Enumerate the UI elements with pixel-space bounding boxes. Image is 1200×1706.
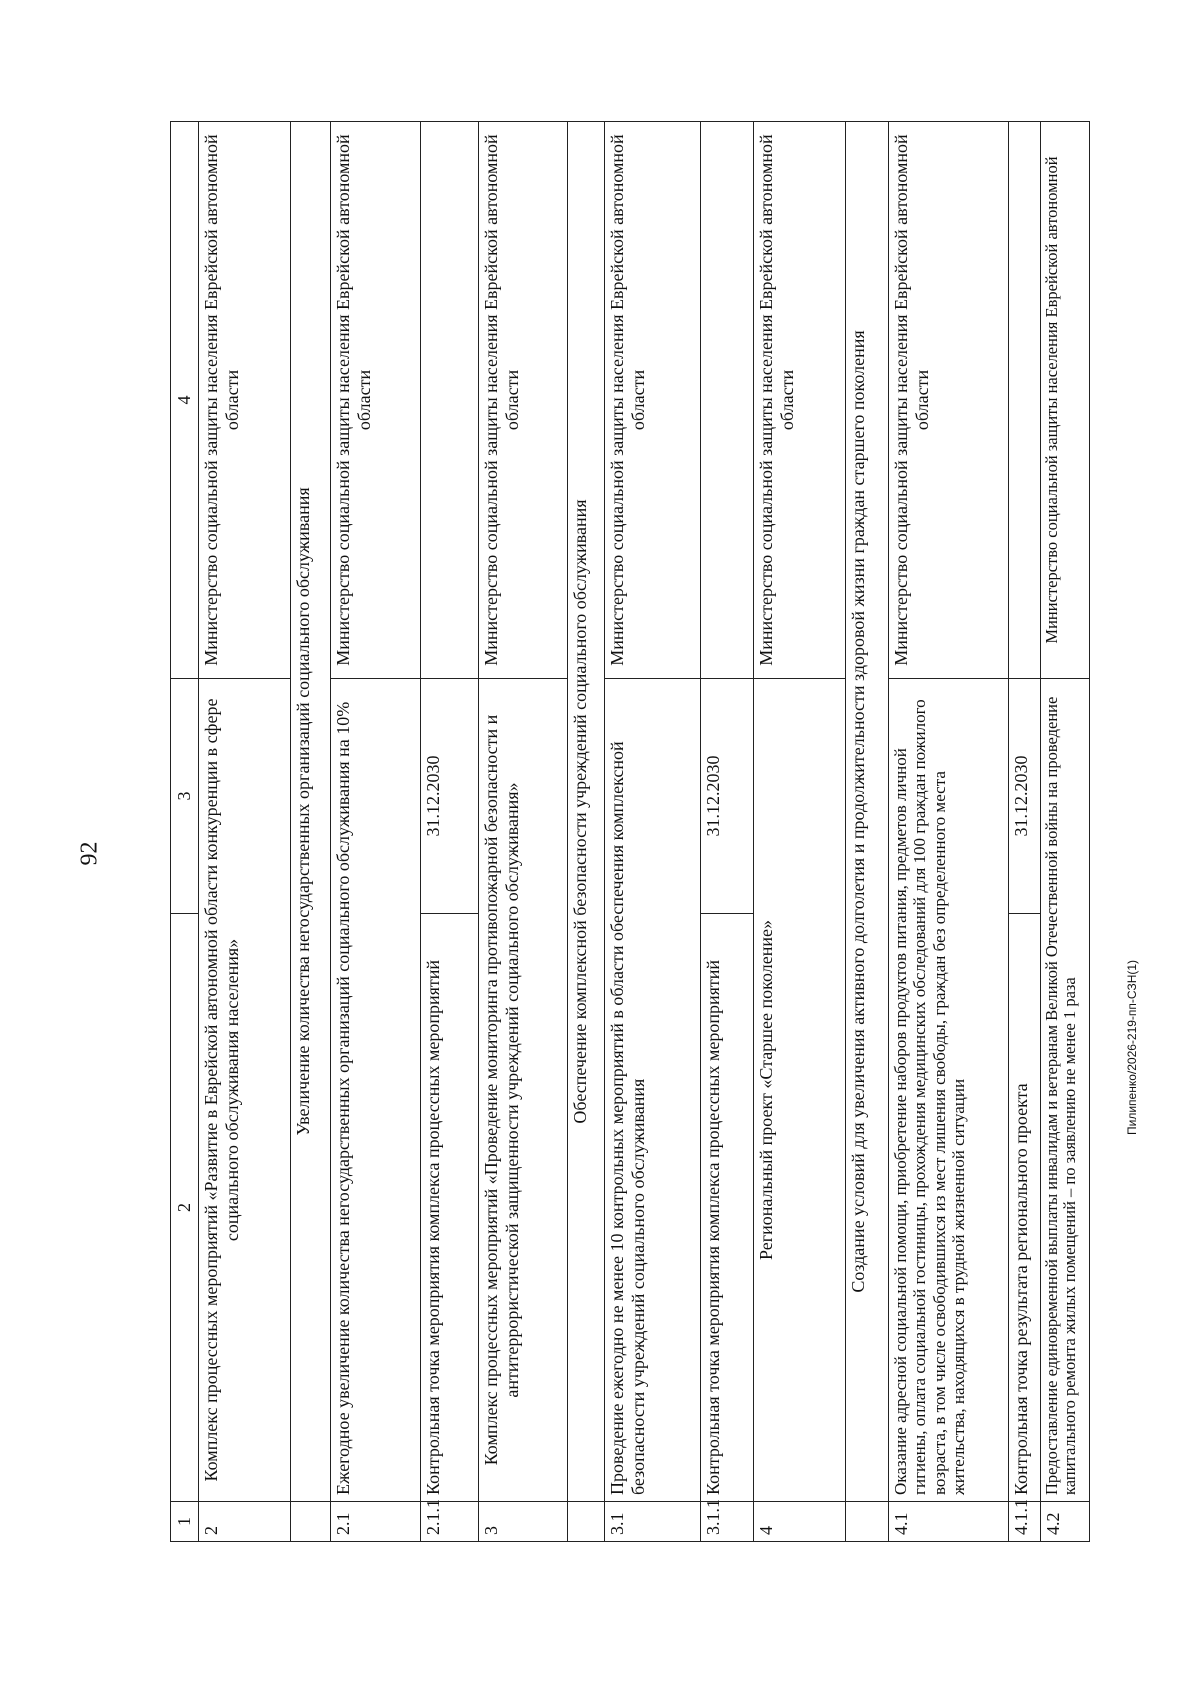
row-text: Комплекс процессных мероприятий «Развитие в Еврейской автономной области конкуренции в сфере социального обслуживания населения» — [198, 679, 290, 1502]
date-cell: 31.12.2030 — [700, 679, 753, 914]
section-title: Обеспечение комплексной безопасности учреждений социального обслуживания — [568, 122, 604, 1502]
table-row — [421, 122, 479, 1542]
empty-cell — [700, 122, 753, 679]
row-text: Комплекс процессных мероприятий «Проведение мониторинга противопожарной безопасности и антитеррористической защищенности учреждений социального обслуживания» — [478, 679, 568, 1502]
table-row — [700, 122, 753, 1542]
plan-table — [170, 121, 1090, 1542]
table-row — [1040, 122, 1089, 1542]
table-row — [889, 122, 1009, 1542]
table-row — [331, 122, 421, 1542]
row-text: Контрольная точка мероприятия комплекса процессных мероприятий — [700, 914, 753, 1502]
section-row — [290, 122, 331, 1542]
empty-cell — [568, 1502, 604, 1542]
responsible-cell: Министерство социальной защиты населения Еврейской автономной области — [604, 122, 700, 679]
header-cell: 2 — [171, 914, 199, 1502]
responsible-cell: Министерство социальной защиты населения Еврейской автономной области — [478, 122, 568, 679]
table-row — [604, 122, 700, 1542]
page-number: 92 — [76, 841, 103, 866]
header-row — [171, 122, 199, 1542]
row-number: 4.1.1 — [1008, 1502, 1040, 1542]
row-number: 3.1.1 — [700, 1502, 753, 1542]
row-text: Контрольная точка результата регионального проекта — [1008, 914, 1040, 1502]
row-text: Оказание адресной социальной помощи, приобретение наборов продуктов питания, предметов личной гигиены, оплата социальной гостиницы, прохождения медицинских обследований для 100 граждан пожилого возраста, в том числе освободившихся из мест лишения свободы, граждан без определенного места жительства, находящихся в трудной жизненной ситуации — [889, 679, 1009, 1502]
row-number: 4.2 — [1040, 1502, 1089, 1542]
responsible-cell: Министерство социальной защиты населения Еврейской автономной области — [754, 122, 846, 679]
section-title: Создание условий для увеличения активного долголетия и продолжительности здоровой жизни граждан старшего поколения — [846, 122, 889, 1502]
rotated-page-content — [170, 122, 1090, 1542]
responsible-cell: Министерство социальной защиты населения Еврейской автономной области — [331, 122, 421, 679]
section-row — [568, 122, 604, 1542]
date-cell: 31.12.2030 — [421, 679, 479, 914]
row-number: 2 — [198, 1502, 290, 1542]
header-cell: 4 — [171, 122, 199, 679]
row-text: Проведение ежегодно не менее 10 контрольных мероприятий в области обеспечения комплексной безопасности учреждений социального обслуживания — [604, 679, 700, 1502]
row-number: 2.1.1 — [421, 1502, 479, 1542]
responsible-cell: Министерство социальной защиты населения Еврейской автономной области — [889, 122, 1009, 679]
section-title: Увеличение количества негосударственных организаций социального обслуживания — [290, 122, 331, 1502]
row-number: 4.1 — [889, 1502, 1009, 1542]
row-text: Предоставление единовременной выплаты инвалидам и ветеранам Великой Отечественной войны на проведение капитального ремонта жилых помещений – по заявлению не менее 1 раза — [1040, 679, 1089, 1502]
empty-cell — [421, 122, 479, 679]
row-number: 3 — [478, 1502, 568, 1542]
empty-cell — [1008, 122, 1040, 679]
row-text: Ежегодное увеличение количества негосударственных организаций социального обслуживания на 10% — [331, 679, 421, 1502]
section-row — [846, 122, 889, 1542]
table-row — [1008, 122, 1040, 1542]
table-row — [198, 122, 290, 1542]
responsible-cell: Министерство социальной защиты населения Еврейской автономной — [1040, 122, 1089, 679]
row-number: 3.1 — [604, 1502, 700, 1542]
responsible-cell: Министерство социальной защиты населения Еврейской автономной области — [198, 122, 290, 679]
header-cell: 3 — [171, 679, 199, 914]
row-number: 2.1 — [331, 1502, 421, 1542]
table-row — [478, 122, 568, 1542]
empty-cell — [290, 1502, 331, 1542]
header-cell: 1 — [171, 1502, 199, 1542]
date-cell: 31.12.2030 — [1008, 679, 1040, 914]
row-text: Региональный проект «Старшее поколение» — [754, 679, 846, 1502]
row-text: Контрольная точка мероприятия комплекса процессных мероприятий — [421, 914, 479, 1502]
row-number: 4 — [754, 1502, 846, 1542]
empty-cell — [846, 1502, 889, 1542]
document-code: Пилипенко/2026-219-пп-СЗН(1) — [1125, 959, 1139, 1135]
table-row — [754, 122, 846, 1542]
